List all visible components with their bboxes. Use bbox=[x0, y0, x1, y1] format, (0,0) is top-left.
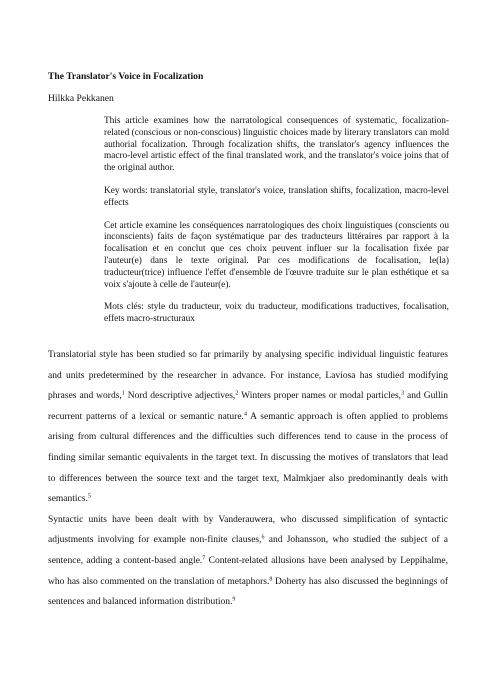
abstract-french: Cet article examine les conséquences narratologiques des choix linguistiques (conscients ou inconscients) faits de façon systématique par des traducteurs littéraires par rapport à la focalisation et en conclut que ces choix peuvent influer sur la focalisation fixée par l'auteur(e) dans le texte original. Par ces modifications de focalisation, le(la) traducteur(trice) influence l'effet d'ensemble de l'œuvre traduite sur le plan esthétique et sa voix s'ajoute à celle de l'auteur(e). bbox=[104, 220, 449, 290]
text-run: Nord descriptive adjectives, bbox=[124, 391, 236, 402]
keywords-english: Key words: translatorial style, translator's voice, translation shifts, focalization, macro-level effects bbox=[104, 185, 449, 208]
body-text bbox=[48, 345, 448, 613]
keywords-french: Mots clés: style du traducteur, voix du traducteur, modifications traductives, focalisation, effets macro-structuraux bbox=[104, 302, 449, 325]
footnote-ref-9[interactable]: 9 bbox=[232, 596, 236, 603]
footnote-ref-1[interactable]: 1 bbox=[121, 390, 125, 397]
footnote-ref-2[interactable]: 2 bbox=[235, 390, 239, 397]
text-run: A semantic approach is often applied to problems arising from cultural differences and the difficulties such differences tend to cause in the process of finding similar semantic equivalents in the target text. In discussing the motives of translators that lead to differences between the source text and the target text, Malmkjaer also predominantly deals with semantics. bbox=[48, 411, 448, 505]
footnote-ref-8[interactable]: 8 bbox=[269, 576, 273, 583]
footnote-ref-5[interactable]: 5 bbox=[87, 493, 91, 500]
footnote-ref-3[interactable]: 3 bbox=[401, 390, 405, 397]
text-run: Translatorial style has been studied so far primarily by analysing specific individual linguistic features and units predetermined by the researcher in advance. For instance, Laviosa has studied modifying phrases and words, bbox=[48, 350, 448, 402]
text-run: and Gullin recurrent patterns of a lexical or semantic nature. bbox=[48, 391, 449, 422]
body-paragraph-1 bbox=[48, 345, 448, 510]
abstract-block bbox=[104, 116, 449, 326]
text-run: Winters proper names or modal particles, bbox=[238, 391, 402, 402]
text-run: Content-related allusions have been analysed by Leppihalme, who has also commented on the translation of metaphors. bbox=[48, 555, 448, 587]
footnote-ref-6[interactable]: 6 bbox=[261, 534, 265, 541]
paper-title: The Translator's Voice in Focalization bbox=[48, 71, 204, 82]
abstract-english: This article examines how the narratological consequences of systematic, focalization-related (conscious or non-conscious) linguistic choices made by literary translators can mold authorial focalization. Through focalization shifts, the translator's agency influences the macro-level artistic effect of the final translated work, and the translator's voice joins that of the original author. bbox=[104, 116, 449, 174]
footnote-ref-4[interactable]: 4 bbox=[243, 411, 247, 418]
body-paragraph-2 bbox=[48, 510, 448, 613]
author-name: Hilkka Pekkanen bbox=[48, 93, 114, 104]
footnote-ref-7[interactable]: 7 bbox=[202, 555, 206, 562]
text-run: Syntactic units have been dealt with by Vanderauwera, who discussed simplification of syntactic adjustments involving for example non-finite clauses, bbox=[48, 514, 448, 546]
text-run: and Johansson, who studied the subject of a sentence, adding a content-based angle. bbox=[48, 535, 448, 566]
text-run: Doherty has also discussed the beginnings of sentences and balanced information distribution. bbox=[48, 576, 448, 608]
